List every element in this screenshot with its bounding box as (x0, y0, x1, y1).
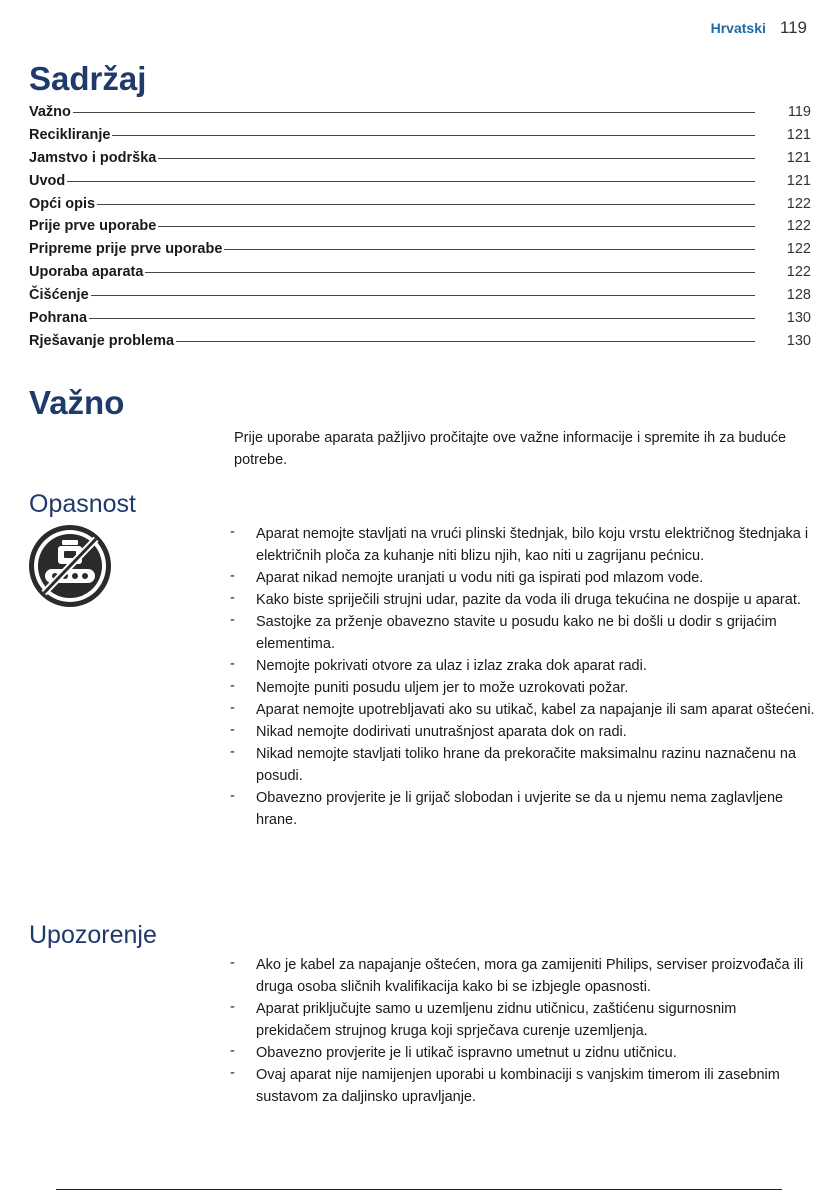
toc-item-label: Uvod (29, 172, 66, 189)
toc-item-label: Jamstvo i podrška (29, 149, 157, 166)
toc-item-page: 130 (786, 332, 811, 349)
toc-item-page: 122 (786, 195, 811, 212)
header-page-number: 119 (779, 18, 807, 37)
toc-leader-line (91, 295, 755, 296)
no-stovetop-icon (29, 525, 111, 607)
danger-list-item: - Nemojte pokrivati otvore za ulaz i izlaz zraka dok aparat radi. (230, 655, 815, 677)
toc-item[interactable] (29, 173, 811, 196)
warning-list-item: - Aparat priključujte samo u uzemljenu zidnu utičnicu, zaštićenu sigurnosnim prekidačem strujnog kruga koji sprječava curenje uzemljenja. (230, 998, 815, 1042)
table-of-contents (29, 104, 811, 356)
danger-list-item: - Aparat nemojte stavljati na vrući plinski štednjak, bilo koju vrstu električnog štednjaka i električnih ploča za kuhanje niti blizu njih, kao niti u zagrijanu pećnicu. (230, 523, 815, 567)
toc-leader-line (158, 226, 755, 227)
toc-item-label: Uporaba aparata (29, 264, 144, 281)
toc-leader-line (176, 341, 755, 342)
toc-item-page: 122 (786, 218, 811, 235)
danger-list-item: - Nikad nemojte dodirivati unutrašnjost aparata dok on radi. (230, 721, 815, 743)
toc-leader-line (97, 204, 755, 205)
toc-item-page: 122 (786, 241, 811, 258)
toc-item-label: Pripreme prije prve uporabe (29, 241, 223, 258)
toc-item[interactable] (29, 241, 811, 264)
toc-leader-line (67, 181, 755, 182)
toc-item-label: Opći opis (29, 195, 96, 212)
danger-title: Opasnost (29, 490, 137, 518)
warning-list (230, 954, 815, 1108)
warning-list-item: - Obavezno provjerite je li utikač ispravno umetnut u zidnu utičnicu. (230, 1042, 815, 1064)
toc-item[interactable] (29, 287, 811, 310)
toc-item-label: Pohrana (29, 310, 88, 327)
toc-title: Sadržaj (29, 60, 147, 97)
toc-item[interactable] (29, 196, 811, 219)
toc-item-page: 121 (786, 149, 811, 166)
toc-item-page: 121 (786, 172, 811, 189)
danger-list-item: - Kako biste spriječili strujni udar, pazite da voda ili druga tekućina ne dospije u aparat. (230, 589, 815, 611)
danger-list-item: - Aparat nikad nemojte uranjati u vodu niti ga ispirati pod mlazom vode. (230, 567, 815, 589)
toc-item-label: Čišćenje (29, 287, 89, 304)
toc-item-page: 119 (787, 104, 811, 120)
toc-item-label: Prije prve uporabe (29, 218, 157, 235)
danger-list-item: - Sastojke za prženje obavezno stavite u posudu kako ne bi došli u dodir s grijaćim elementima. (230, 611, 815, 655)
toc-leader-line (89, 318, 755, 319)
toc-item-page: 128 (786, 287, 811, 304)
toc-leader-line (158, 158, 755, 159)
toc-leader-line (73, 112, 755, 113)
toc-leader-line (145, 272, 755, 273)
page-header (711, 18, 807, 38)
toc-item-label: Važno (29, 104, 71, 120)
toc-item-label: Rješavanje problema (29, 332, 175, 349)
warning-title: Upozorenje (29, 921, 157, 949)
footer-divider (56, 1189, 782, 1190)
important-intro: Prije uporabe aparata pažljivo pročitajte ove važne informacije i spremite ih za buduće potrebe. (234, 430, 787, 468)
warning-list-item: - Ovaj aparat nije namijenjen uporabi u kombinaciji s vanjskim timerom ili zasebnim sustavom za daljinsko upravljanje. (230, 1064, 815, 1108)
toc-item[interactable] (29, 333, 811, 356)
toc-item-page: 130 (786, 310, 811, 327)
danger-list-item: - Aparat nemojte upotrebljavati ako su utikač, kabel za napajanje ili sam aparat oštećeni. (230, 699, 815, 721)
toc-item[interactable] (29, 104, 811, 127)
toc-item-label: Recikliranje (29, 126, 111, 143)
danger-list-item: - Nikad nemojte stavljati toliko hrane da prekoračite maksimalnu razinu naznačenu na posudi. (230, 743, 815, 787)
toc-item-page: 122 (786, 264, 811, 281)
toc-item[interactable] (29, 127, 811, 150)
header-language: Hrvatski (710, 20, 766, 36)
toc-item[interactable] (29, 264, 811, 287)
toc-leader-line (112, 135, 755, 136)
toc-item[interactable] (29, 218, 811, 241)
danger-list-item: - Obavezno provjerite je li grijač slobodan i uvjerite se da u njemu nema zaglavljene hrane. (230, 787, 815, 831)
toc-item[interactable] (29, 310, 811, 333)
danger-list (230, 523, 815, 831)
toc-item[interactable] (29, 150, 811, 173)
toc-leader-line (224, 249, 755, 250)
danger-list-item: - Nemojte puniti posudu uljem jer to može uzrokovati požar. (230, 677, 815, 699)
warning-list-item: - Ako je kabel za napajanje oštećen, mora ga zamijeniti Philips, serviser proizvođača ili druga osoba sličnih kvalifikacija kako bi se izbjegle opasnosti. (230, 954, 815, 998)
important-title: Važno (29, 384, 125, 421)
toc-item-page: 121 (786, 126, 811, 143)
